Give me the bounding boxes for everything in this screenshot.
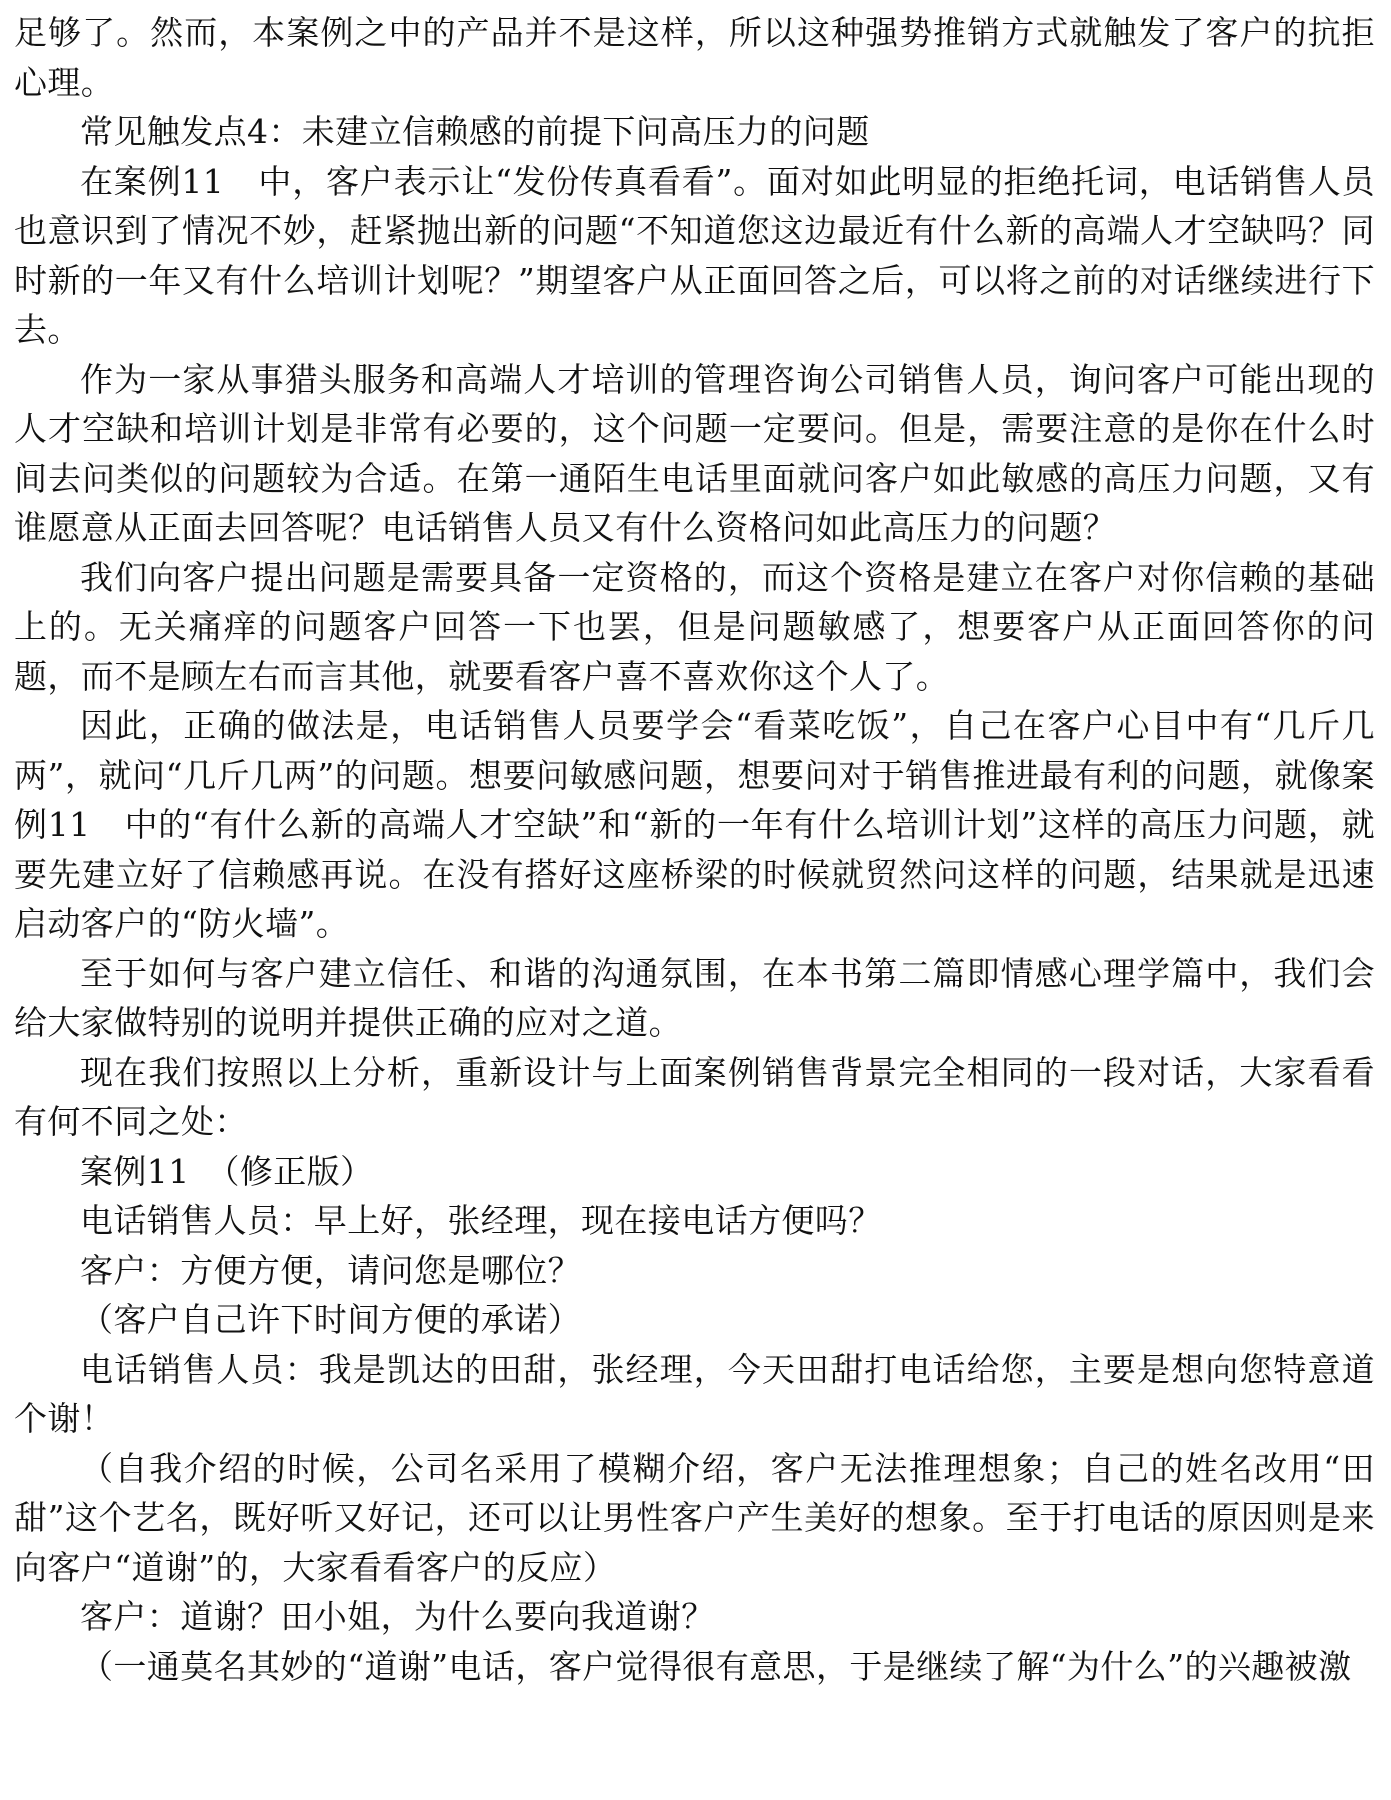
dialogue-line: 客户：方便方便，请问您是哪位？ — [80, 1250, 581, 1290]
paragraph: 在案例11 中，客户表示让“发份传真看看”。面对如此明显的拒绝托词，电话销售人员也意识到了情况不妙，赶紧抛出新的问题“不知道您这边最近有什么新的高端人才空缺吗？同时新的一年又有什么培训计划呢？”期望客户从正面回答之后，可以将之前的对话继续进行下去。 — [14, 161, 1375, 349]
dialogue-line: 电话销售人员：我是凯达的田甜，张经理，今天田甜打电话给您，主要是想向您特意道个谢！ — [14, 1349, 1375, 1438]
dialogue-note: （自我介绍的时候，公司名采用了模糊介绍，客户无法推理想象；自己的姓名改用“田甜”这个艺名，既好听又好记，还可以让男性客户产生美好的想象。至于打电话的原因则是来向客户“道谢”的，大家看看客户的反应） — [14, 1448, 1375, 1587]
paragraph: 至于如何与客户建立信任、和谐的沟通氛围，在本书第二篇即情感心理学篇中，我们会给大家做特别的说明并提供正确的应对之道。 — [14, 953, 1375, 1042]
dialogue-note: （客户自己许下时间方便的承诺） — [80, 1300, 581, 1339]
case-heading: 案例11 （修正版） — [80, 1151, 374, 1191]
paragraph: 作为一家从事猎头服务和高端人才培训的管理咨询公司销售人员，询问客户可能出现的人才空缺和培训计划是非常有必要的，这个问题一定要问。但是，需要注意的是你在什么时间去问类似的问题较为合适。在第一通陌生电话里面就问客户如此敏感的高压力问题，又有谁愿意从正面去回答呢？电话销售人员又有什么资格问如此高压力的问题？ — [14, 359, 1375, 547]
section-heading-trigger-4: 常见触发点4：未建立信赖感的前提下问高压力的问题 — [80, 112, 870, 151]
dialogue-line: 客户：道谢？田小姐，为什么要向我道谢？ — [80, 1597, 715, 1636]
dialogue-line: 电话销售人员：早上好，张经理，现在接电话方便吗？ — [80, 1201, 882, 1240]
paragraph: 现在我们按照以上分析，重新设计与上面案例销售背景完全相同的一段对话，大家看看有何不同之处： — [14, 1052, 1375, 1141]
dialogue-note: （一通莫名其妙的“道谢”电话，客户觉得很有意思，于是继续了解“为什么”的兴趣被激 — [80, 1646, 1352, 1686]
paragraph: 因此，正确的做法是，电话销售人员要学会“看菜吃饭”，自己在客户心目中有“几斤几两”，就问“几斤几两”的问题。想要问敏感问题，想要问对于销售推进最有利的问题，就像案例11 中的“有什么新的高端人才空缺”和“新的一年有什么培训计划”这样的高压力问题，就要先建立好了信赖感再说。在没有搭好这座桥梁的时候就贸然问这样的问题，结果就是迅速启动客户的“防火墙”。 — [14, 706, 1375, 943]
paragraph: 我们向客户提出问题是需要具备一定资格的，而这个资格是建立在客户对你信赖的基础上的。无关痛痒的问题客户回答一下也罢，但是问题敏感了，想要客户从正面回答你的问题，而不是顾左右而言其他，就要看客户喜不喜欢你这个人了。 — [14, 557, 1375, 696]
paragraph-continuation: 足够了。然而，本案例之中的产品并不是这样，所以这种强势推销方式就触发了客户的抗拒心理。 — [14, 13, 1375, 102]
